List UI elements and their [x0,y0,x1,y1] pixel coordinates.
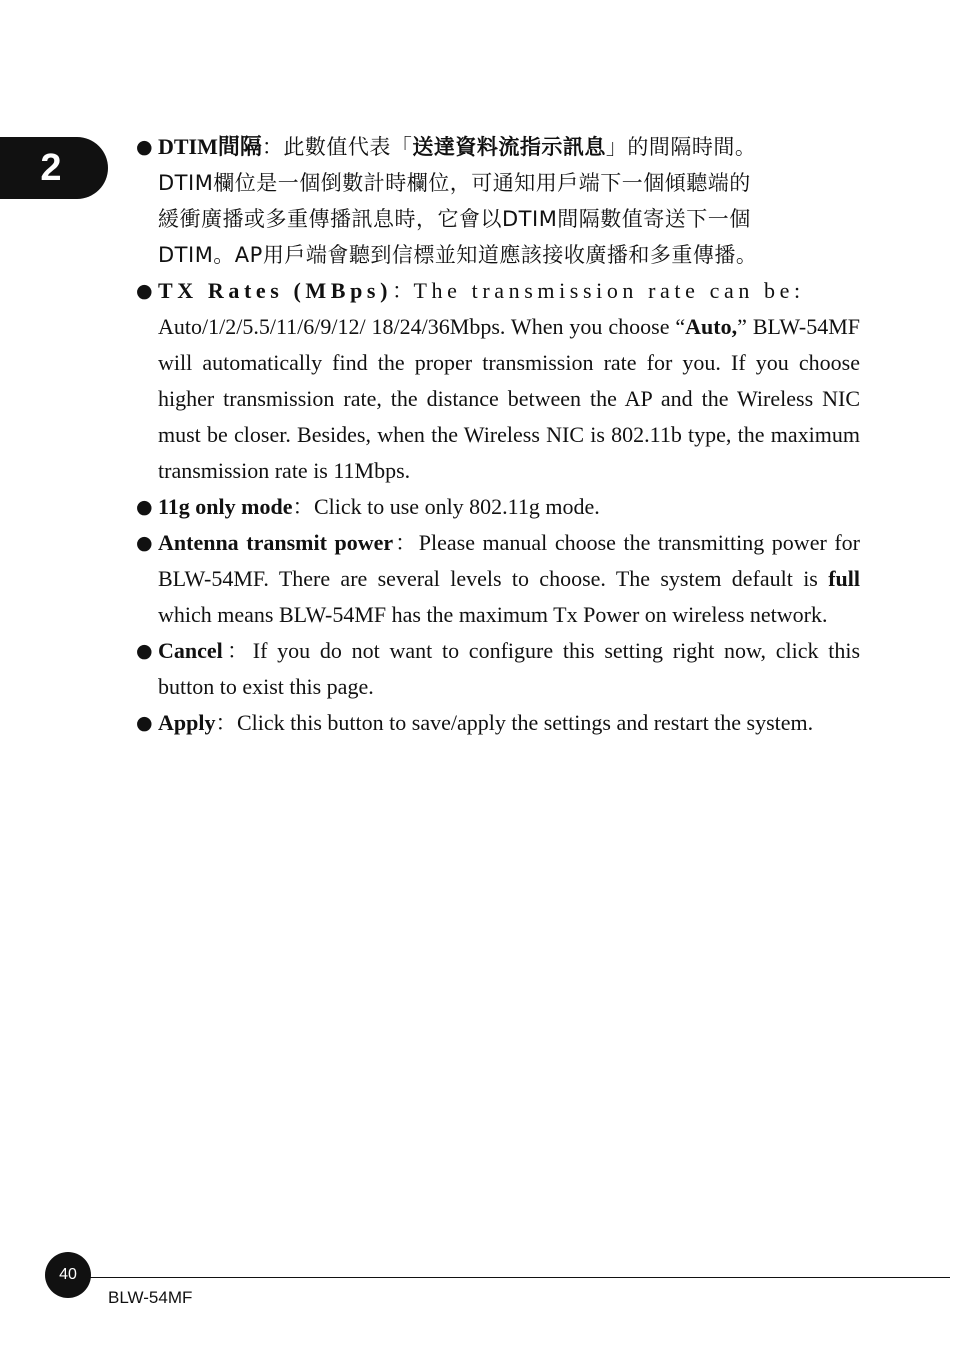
separator: ： [261,135,284,159]
footer-model-name: BLW-54MF [108,1288,193,1307]
bullet-icon: ● [136,532,153,554]
bullet-icon: ● [136,280,153,302]
separator: ： [215,711,237,735]
separator: ： [392,279,414,303]
list-item-11g-only-mode: ● 11g only mode：Click to use only 802.11g mode. [158,489,860,525]
page-number-badge [45,1252,91,1298]
page-number: 40 [59,1266,77,1283]
bullet-icon: ● [136,496,153,518]
list-item-dtim: ● DTIM間隔：此數值代表「送達資料流指示訊息」的間隔時間。 DTIM欄位是一個倒數計時欄位，可通知用戶端下一個傾聽端的 緩衝廣播或多重傳播訊息時，它會以DTIM間隔數值寄送下一個 DTIM。AP用戶端會聽到信標並知道應該接收廣播和多重傳播。 [158,129,860,273]
list-item-apply: ● Apply：Click this button to save/apply the settings and restart the system. [158,705,860,741]
separator: ： [393,531,419,555]
separator: ： [222,639,253,663]
bullet-icon: ● [136,136,153,158]
footer-divider [60,1277,950,1278]
term-11g-only-mode: 11g only mode [158,494,293,519]
list-item-tx-rates: ● TX Rates (MBps)：The transmission rate can be: Auto/1/2/5.5/11/6/9/12/ 18/24/36Mbps. When you choose “Auto,” BLW-54MF will automatically find the proper transmission rate for you. If you choose higher transmission rate, the distance between the AP and the Wireless NIC must be closer. Besides, when the Wireless NIC is 802.11b type, the maximum transmission rate is 11Mbps. [158,273,860,489]
bullet-icon: ● [136,712,153,734]
chapter-number: 2 [40,146,62,189]
term-apply: Apply [158,710,216,735]
list-item-antenna-transmit-power: ● Antenna transmit power：Please manual choose the transmitting power for BLW-54MF. There are several levels to choose. The system default is full which means BLW-54MF has the maximum Tx Power on wireless network. [158,525,860,633]
separator: ： [292,495,314,519]
term-antenna-transmit-power: Antenna transmit power [158,530,394,555]
bullet-icon: ● [136,640,153,662]
term-cancel: Cancel [158,638,223,663]
page-content [136,129,861,741]
term-tx-rates: TX Rates (MBps) [158,278,392,303]
list-item-cancel: ● Cancel：If you do not want to configure this setting right now, click this button to exist this page. [158,633,860,705]
term-dtim: DTIM間隔 [158,134,262,159]
chapter-tab [0,137,108,199]
